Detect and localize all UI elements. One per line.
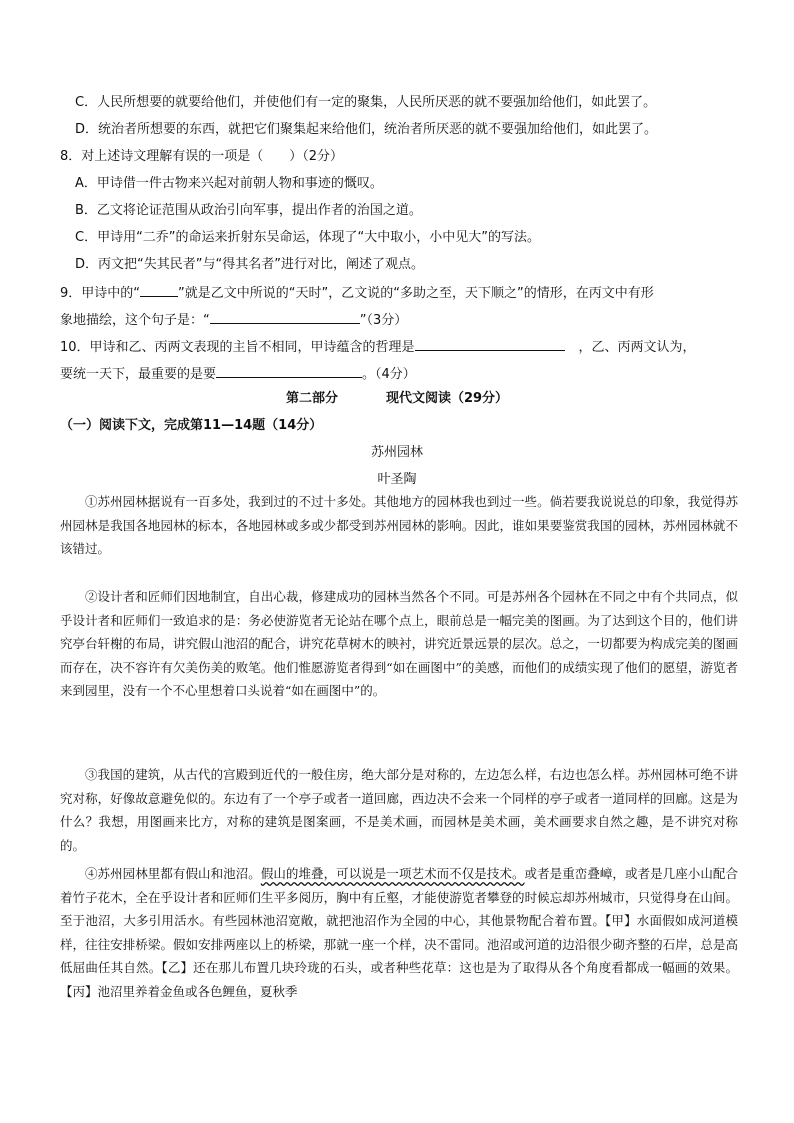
q8-option-c: C．甲诗用“二乔”的命运来折射东吴命运，体现了“大中取小，小中见大”的写法。 [75,230,541,245]
q10-line2 [60,365,416,383]
q10-line1 [60,338,696,356]
section-part: 第二部分 [285,391,338,406]
article-paragraph-3: ③我国的建筑，从古代的宫殿到近代的一般住房，绝大部分是对称的，左边怎么样，右边也怎么样。苏州园林可绝不讲究对称，好像故意避免似的。东边有了一个亭子或者一道回廊，西边决不会来一个同样的亭子或者一道同样的回廊。这是为什么？我想，用图画来比方，对称的建筑是图案画，不是美术画，而园林是美术画，美术画要求自然之趣，是不讲究对称的。 [60,767,738,853]
article-title: 苏州园林 [370,445,423,460]
q9-line2 [60,311,407,329]
article-paragraph-2: ②设计者和匠师们因地制宜，自出心裁，修建成功的园林当然各个不同。可是苏州各个园林在不同之中有个共同点，似乎设计者和匠师们一致追求的是：务必使游览者无论站在哪个点上，眼前总是一幅完美的图画。为了达到这个目的，他们讲究亭台轩榭的布局，讲究假山池沼的配合，讲究花草树木的映衬，讲究近景远景的层次。总之，一切都要为构成完美的图画而存在，决不容许有欠美伤美的败笔。他们惟愿游览者得到“如在画图中”的美感，而他们的成绩实现了他们的愿望，游览者来到园里，没有一个不心里想着口头说着“如在画图中”的。 [60,589,738,699]
q8-option-a: A．甲诗借一件古物来兴起对前朝人物和事迹的慨叹。 [75,176,383,191]
q9-blank-sentence[interactable] [210,311,360,324]
q9-text-b: ”就是乙文中所说的“天时”，乙文说的“多助之至，天下顺之”的情形，在丙文中有形 [178,286,654,301]
q8-option-d: D．丙文把“失其民者”与“得其名者”进行对比，阐述了观点。 [75,257,424,272]
q9-text-c: 象地描绘，这个句子是：“ [60,313,210,328]
q9-text-d: ”（3分） [359,313,408,328]
q8-option-b: B．乙文将论证范围从政治引向军事，提出作者的治国之道。 [75,203,422,218]
subsection-heading: （一）阅读下文，完成第11—14题（14分） [60,418,323,433]
article-paragraph-4 [60,862,738,1004]
q7-option-c: C．人民所想要的就要给他们，并使他们有一定的聚集，人民所厌恶的就不要强加给他们，如此罢了。 [75,95,657,110]
q10-text-c: 要统一天下，最重要的是要 [60,367,217,382]
q10-text-b: ，乙、丙两文认为， [578,340,696,355]
q9-blank-poem[interactable] [140,284,178,297]
article-paragraph-1: ①苏州园林据说有一百多处，我到过的不过十多处。其他地方的园林我也到过一些。倘若要我说说总的印象，我觉得苏州园林是我国各地园林的标本，各地园林或多或少都受到苏州园林的影响。因此，谁如果要鉴赏我国的园林，苏州园林就不该错过。 [60,494,738,557]
section-heading [0,387,794,406]
q10-blank-key[interactable] [216,365,362,378]
p4-wavy-underlined-sentence: 假山的堆叠，可以说是一项艺术而不仅是技术。 [260,866,525,881]
q9-text-a: 9．甲诗中的“ [60,286,141,301]
p4-intro: ④苏州园林里都有假山和池沼。 [85,866,261,881]
q7-option-d: D．统治者所想要的东西，就把它们聚集起来给他们，统治者所厌恶的就不要强加给他们，如此罢了。 [75,122,658,137]
q10-blank-philosophy[interactable] [415,338,565,351]
section-title: 现代文阅读（29分） [385,391,509,406]
q9-line1 [60,284,654,302]
q10-text-a: 10．甲诗和乙、丙两文表现的主旨不相同，甲诗蕴含的哲理是 [60,340,415,355]
p4-body: 或者是重峦叠嶂，或者是几座小山配合着竹子花木，全在乎设计者和匠师们生平多阅历，胸中有丘壑，才能使游览者攀登的时候忘却苏州城市，只觉得身在山间。至于池沼，大多引用活水。有些园林池沼宽敞，就把池沼作为全园的中心，其他景物配合着布置。【甲】水面假如成河道模样，往往安排桥梁。假如安排两座以上的桥梁，那就一座一个样，决不雷同。池沼或河道的边沿很少砌齐整的石岸，总是高低屈曲任其自然。【乙】还在那儿布置几块玲珑的石头，或者种些花草：这也是为了取得从各个角度看都成一幅画的效果。【丙】池沼里养着金鱼或各色鲤鱼，夏秋季 [60,866,738,999]
article-author: 叶圣陶 [377,472,417,487]
q8-stem: 8．对上述诗文理解有误的一项是（ ）（2分） [60,149,344,164]
q10-text-d: 。（4分） [362,367,416,382]
